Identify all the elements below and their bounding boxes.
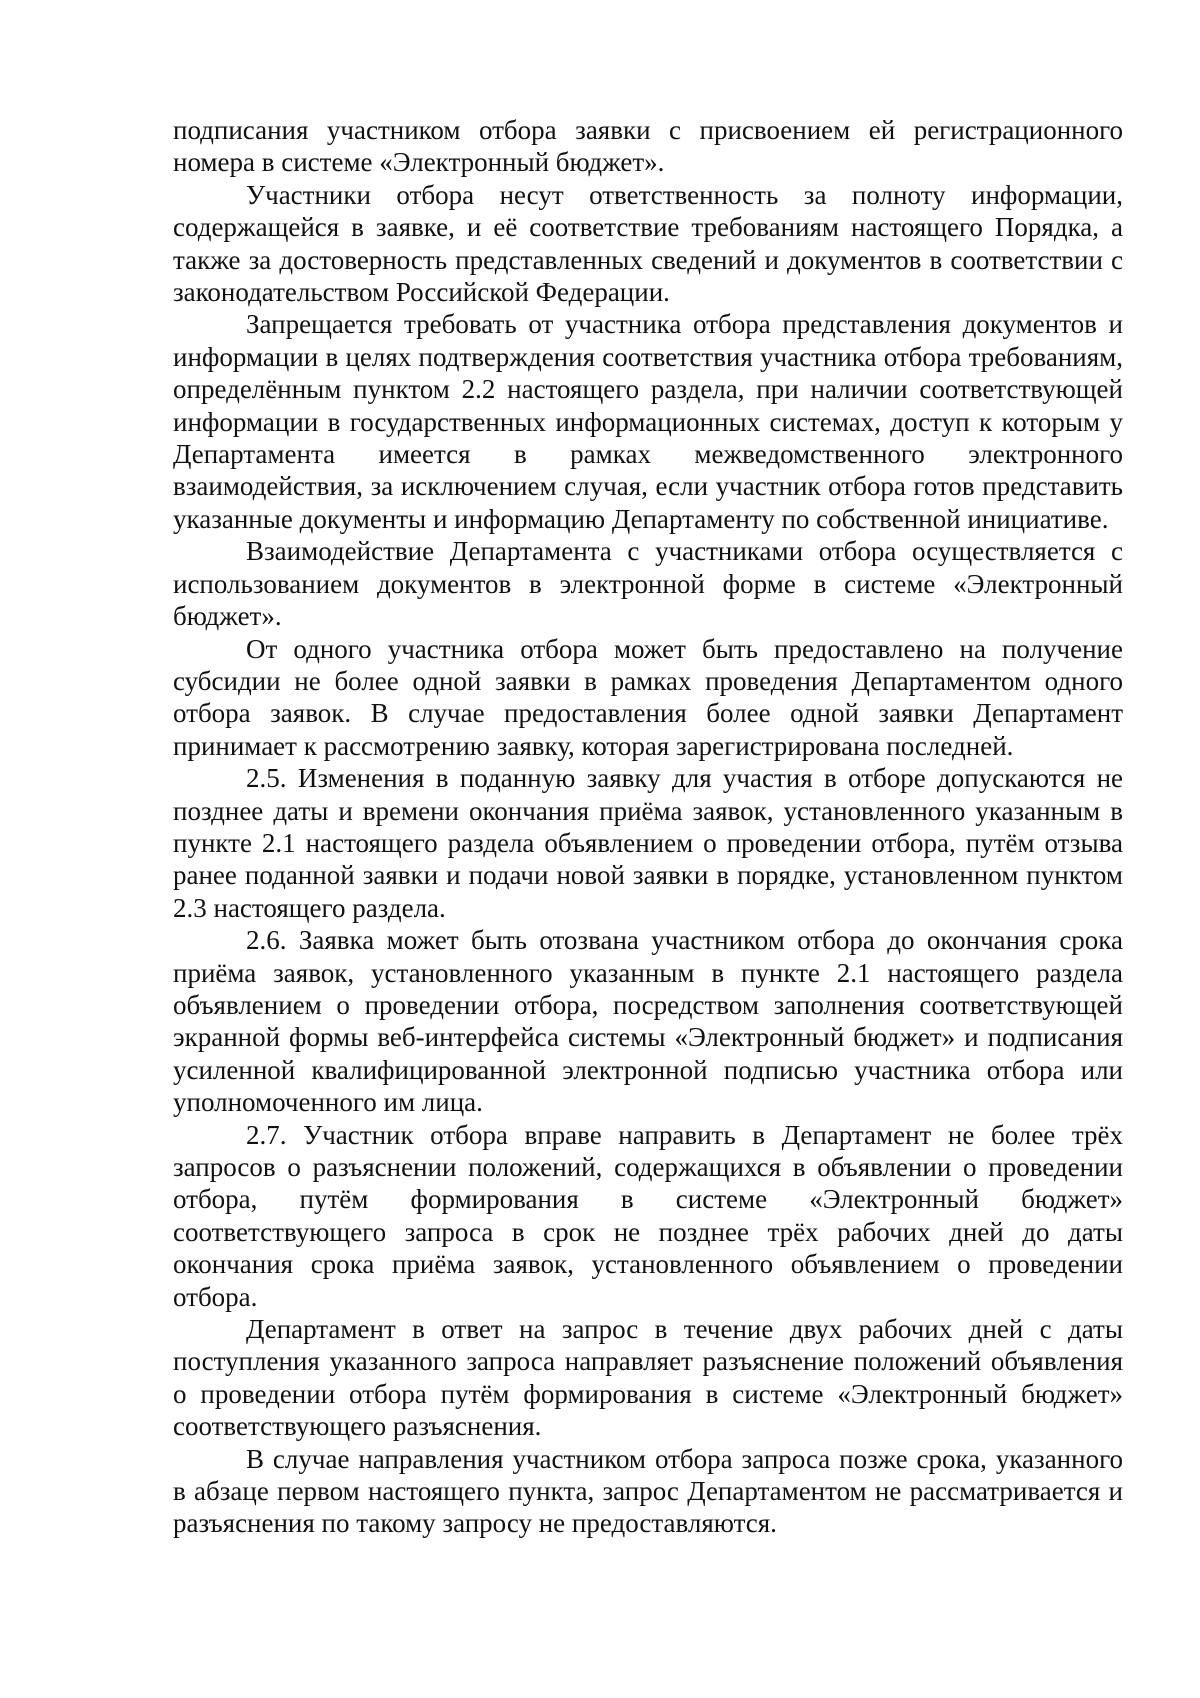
paragraph-electronic-interaction: Взаимодействие Департамента с участниками отбора осуществляется с использованием документов в электронной форме в системе «Электронный бюджет». [173,536,1123,632]
paragraph-continued: подписания участником отбора заявки с присвоением ей регистрационного номера в системе «Электронный бюджет». [173,115,1123,178]
paragraph-2-6: 2.6. Заявка может быть отозвана участником отбора до окончания срока приёма заявок, установленного указанным в пункте 2.1 настоящего раздела объявлением о проведении отбора, посредством заполнения соответствующей экранной формы веб-интерфейса системы «Электронный бюджет» и подписания усиленной квалифицированной электронной подписью участника отбора или уполномоченного им лица. [173,925,1123,1118]
paragraph-2-7: 2.7. Участник отбора вправе направить в Департамент не более трёх запросов о разъяснении положений, содержащихся в объявлении о проведении отбора, путём формирования в системе «Электронный бюджет» соответствующего запроса в срок не позднее трёх рабочих дней до даты окончания срока приёма заявок, установленного объявлением о проведении отбора. [173,1119,1123,1312]
document-body [173,114,1123,1540]
paragraph-late-request: В случае направления участником отбора запроса позже срока, указанного в абзаце первом настоящего пункта, запрос Департаментом не рассматривается и разъяснения по такому запросу не предоставляются. [173,1443,1123,1539]
paragraph-participant-responsibility: Участники отбора несут ответственность за полноту информации, содержащейся в заявке, и её соответствие требованиям настоящего Порядка, а также за достоверность представленных сведений и документов в соответствии с законодательством Российской Федерации. [173,179,1123,308]
paragraph-single-application: От одного участника отбора может быть предоставлено на получение субсидии не более одной заявки в рамках проведения Департаментом одного отбора заявок. В случае предоставления более одной заявки Департамент принимает к рассмотрению заявку, которая зарегистрирована последней. [173,633,1123,761]
paragraph-2-5: 2.5. Изменения в поданную заявку для участия в отборе допускаются не позднее даты и времени окончания приёма заявок, установленного указанным в пункте 2.1 настоящего раздела объявлением о проведении отбора, путём отзыва ранее поданной заявки и подачи новой заявки в порядке, установленном пунктом 2.3 настоящего раздела. [173,763,1123,923]
paragraph-department-response: Департамент в ответ на запрос в течение двух рабочих дней с даты поступления указанного запроса направляет разъяснение положений объявления о проведении отбора путём формирования в системе «Электронный бюджет» соответствующего разъяснения. [173,1314,1123,1442]
paragraph-document-requirement-prohibition: Запрещается требовать от участника отбора представления документов и информации в целях подтверждения соответствия участника отбора требованиям, определённым пунктом 2.2 настоящего раздела, при наличии соответствующей информации в государственных информационных системах, доступ к которым у Департамента имеется в рамках межведомственного электронного взаимодействия, за исключением случая, если участник отбора готов представить указанные документы и информацию Департаменту по собственной инициативе. [173,309,1123,534]
